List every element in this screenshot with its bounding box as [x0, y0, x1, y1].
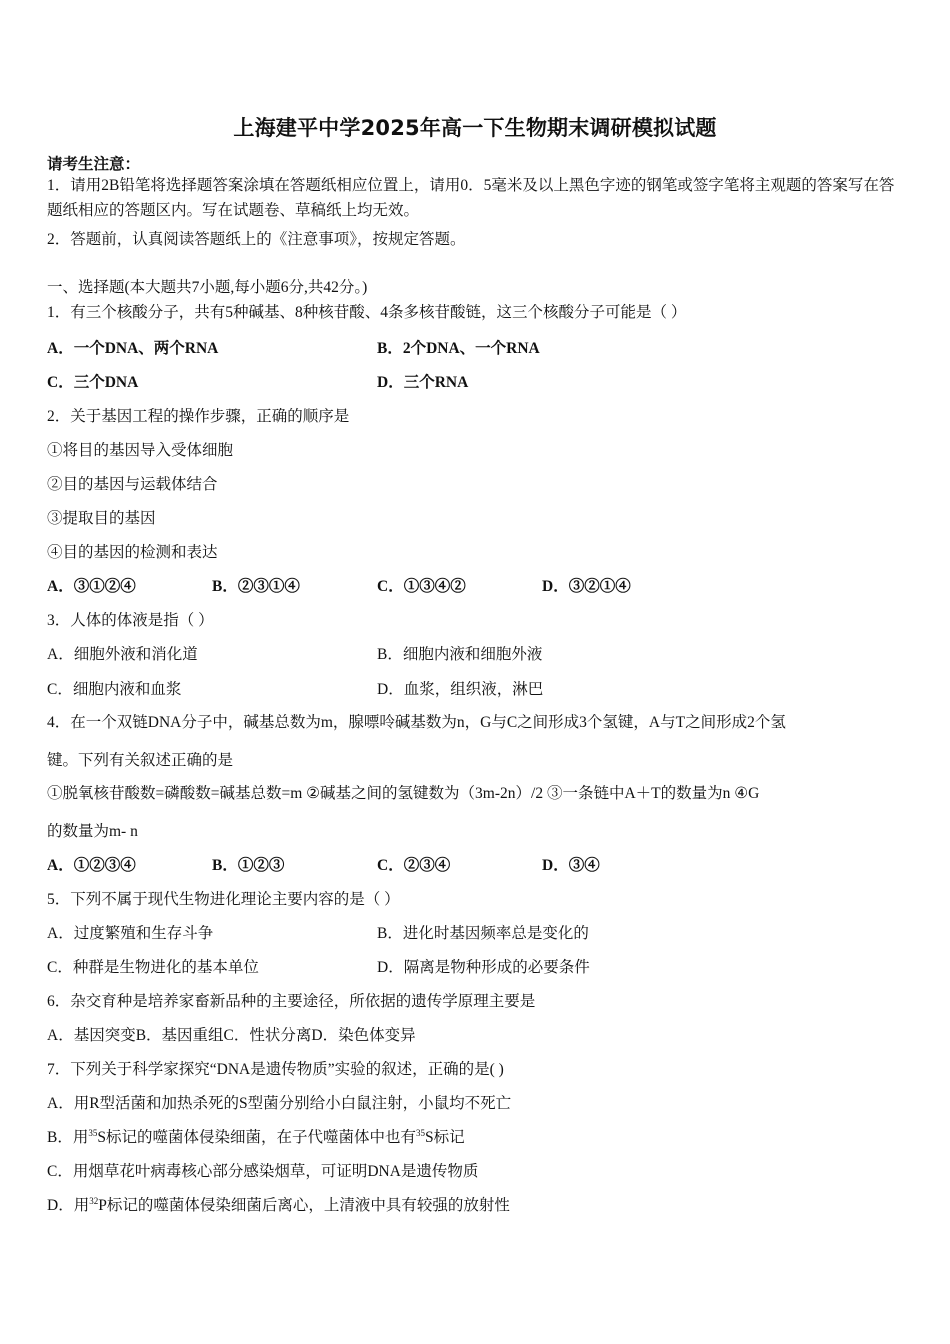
- notice-heading: 请考生注意：: [47, 156, 141, 173]
- q7-option-b-suffix: S标记: [424, 1129, 465, 1146]
- q7-option-d: [47, 1193, 510, 1215]
- q5-option-a: A．过度繁殖和生存斗争: [47, 925, 214, 942]
- q2-option-a: A．③①②④: [47, 578, 136, 595]
- q7-option-b: [47, 1125, 465, 1147]
- q5-option-c: C．种群是生物进化的基本单位: [47, 959, 259, 976]
- q3-option-b: [377, 642, 542, 664]
- q3-option-a: [47, 642, 198, 664]
- q7-option-d-suffix: P标记的噬菌体侵染细菌后离心，上清液中具有较强的放射性: [98, 1197, 510, 1214]
- q1-option-d: D．三个RNA: [377, 374, 469, 391]
- q2-step-4: ④目的基因的检测和表达: [47, 544, 218, 561]
- q7-option-a: A．用R型活菌和加热杀死的S型菌分别给小白鼠注射，小鼠均不死亡: [47, 1095, 512, 1112]
- q4-option-c: C．②③④: [377, 857, 451, 874]
- q7-option-b-prefix: B．用: [47, 1129, 89, 1146]
- question-1-stem: 1．有三个核酸分子，共有5种碱基、8种核苷酸、4条多核苷酸链，这三个核酸分子可能是（ ）: [47, 304, 687, 321]
- q1-option-a: A．一个DNA、两个RNA: [47, 340, 219, 357]
- q7-option-d-prefix: D．用: [47, 1197, 90, 1214]
- notice-item-2: 2．答题前，认真阅读答题纸上的《注意事项》，按规定答题。: [47, 231, 466, 248]
- section-heading: 一、选择题(本大题共7小题,每小题6分,共42分。): [47, 279, 368, 296]
- q4-statements-line-1: ①脱氧核苷酸数=磷酸数=碱基总数=m ②碱基之间的氢键数为（3m-2n）/2 ③一条链中A＋T的数量为n ④G: [47, 785, 760, 802]
- q3-option-a-text: A．细胞外液和消化道: [47, 646, 198, 663]
- q3-option-b-text: B．细胞内液和细胞外液: [377, 646, 543, 663]
- notice-item-1: 1．请用2B铅笔将选择题答案涂填在答题纸相应位置上，请用0．5毫米及以上黑色字迹的钢笔或签字笔将主观题的答案写在答题纸相应的答题区内。写在试题卷、草稿纸上均无效。: [47, 177, 895, 219]
- q2-step-1: ①将目的基因导入受体细胞: [47, 442, 234, 459]
- question-3-stem: 3．人体的体液是指（ ）: [47, 612, 214, 629]
- q4-statements-line-2: 的数量为m- n: [47, 823, 138, 840]
- q4-option-a: A．①②③④: [47, 857, 136, 874]
- question-2-stem: 2．关于基因工程的操作步骤，正确的顺序是: [47, 408, 350, 425]
- question-4-stem-line-2: 键。下列有关叙述正确的是: [47, 752, 234, 769]
- q5-option-b: B．进化时基因频率总是变化的: [377, 925, 589, 942]
- page-title: 上海建平中学2025年高一下生物期末调研模拟试题: [233, 116, 717, 140]
- q2-option-d: D．③②①④: [542, 578, 631, 595]
- q3-option-d: [377, 677, 543, 699]
- q1-option-b: B．2个DNA、一个RNA: [377, 340, 540, 357]
- isotope-superscript: 35: [88, 1128, 98, 1138]
- question-6-stem: 6．杂交育种是培养家畜新品种的主要途径，所依据的遗传学原理主要是: [47, 993, 536, 1010]
- question-4-stem-line-1: 4．在一个双链DNA分子中，碱基总数为m，腺嘌呤碱基数为n，G与C之间形成3个氢键，A与T之间形成2个氢: [47, 714, 786, 731]
- q4-option-d: D．③④: [542, 857, 600, 874]
- isotope-superscript: 35: [415, 1128, 425, 1138]
- question-5-stem: 5．下列不属于现代生物进化理论主要内容的是（ ）: [47, 891, 400, 908]
- q3-option-d-text: D．血浆，组织液，淋巴: [377, 681, 544, 698]
- q3-option-c-text: C．细胞内液和血浆: [47, 681, 182, 698]
- q7-option-c: C．用烟草花叶病毒核心部分感染烟草，可证明DNA是遗传物质: [47, 1163, 479, 1180]
- q2-option-c: C．①③④②: [377, 578, 466, 595]
- q2-step-3: ③提取目的基因: [47, 510, 156, 527]
- isotope-superscript: 32: [89, 1196, 99, 1206]
- q5-option-d: D．隔离是物种形成的必要条件: [377, 959, 590, 976]
- q2-option-b: B．②③①④: [212, 578, 300, 595]
- q3-option-c: [47, 677, 181, 699]
- q7-option-b-middle: S标记的噬菌体侵染细菌，在子代噬菌体中也有: [97, 1129, 416, 1146]
- q6-options: A．基因突变B．基因重组C．性状分离D．染色体变异: [47, 1027, 416, 1044]
- q4-option-b: B．①②③: [212, 857, 285, 874]
- q2-step-2: ②目的基因与运载体结合: [47, 476, 218, 493]
- question-7-stem: 7．下列关于科学家探究“DNA是遗传物质”实验的叙述，正确的是( ): [47, 1061, 504, 1078]
- q1-option-c: C．三个DNA: [47, 374, 139, 391]
